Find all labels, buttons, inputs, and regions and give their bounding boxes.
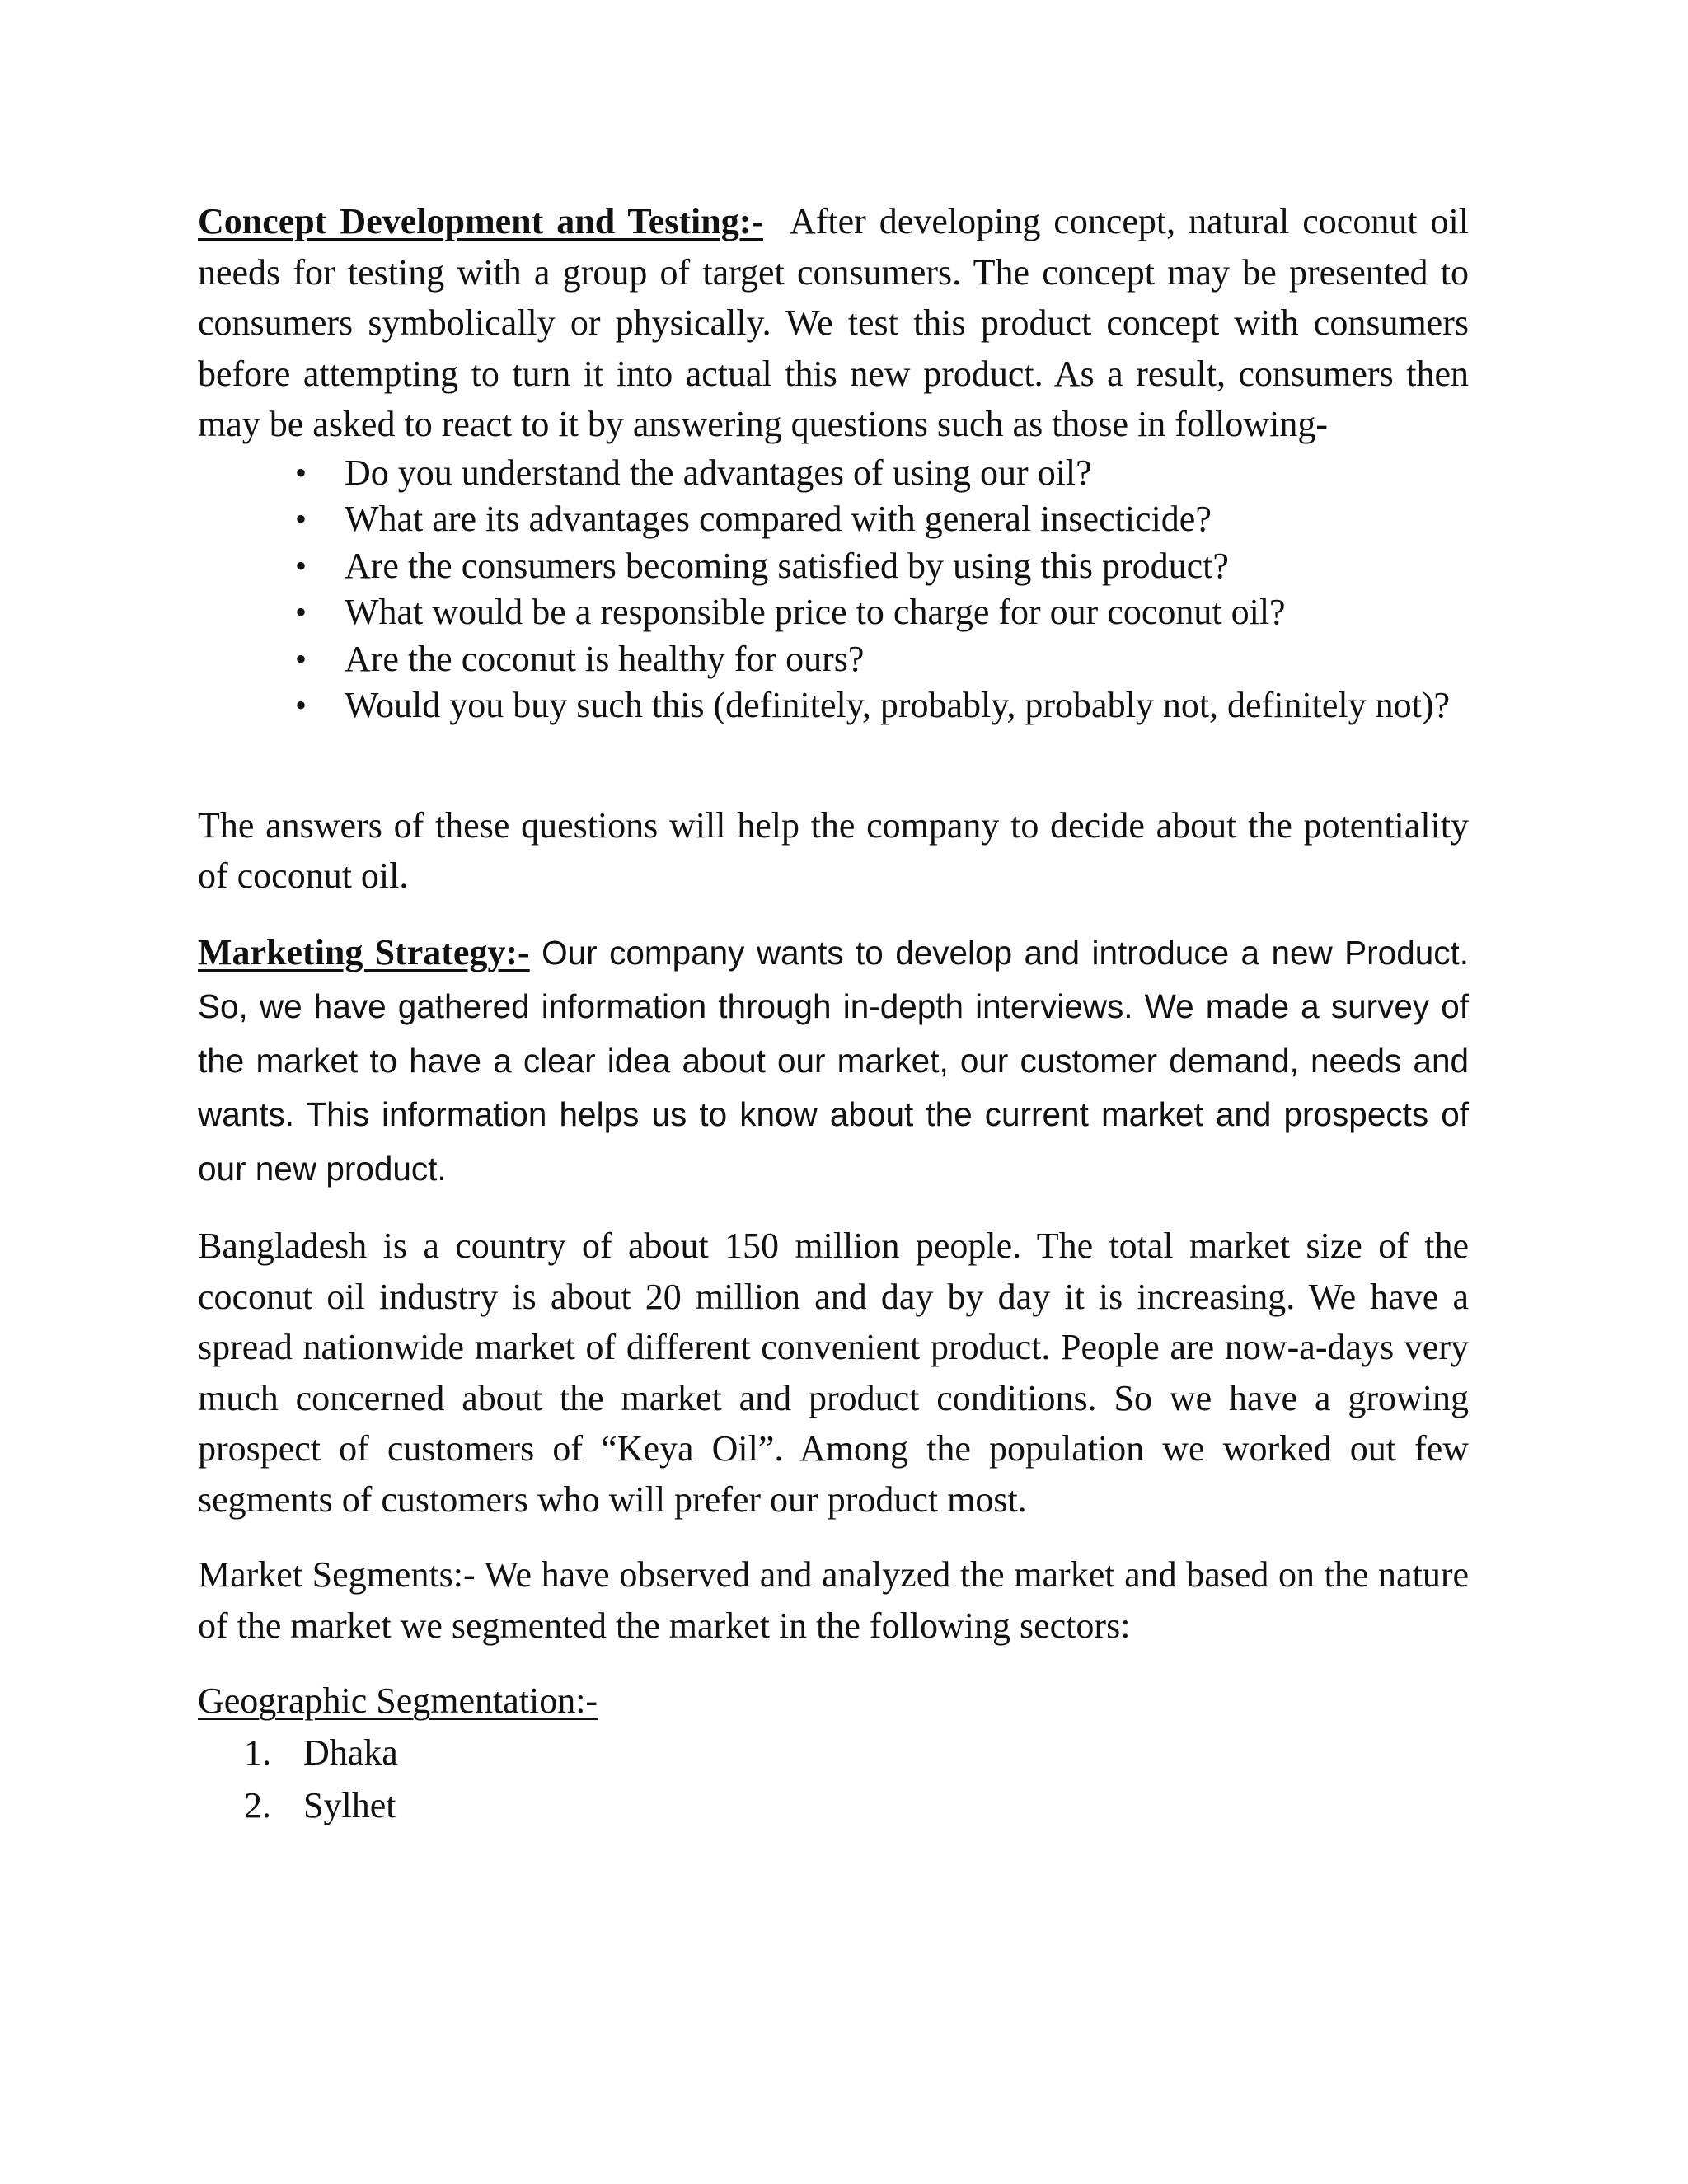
- list-number: 2.: [244, 1784, 271, 1825]
- question-text: What would be a responsible price to charge for our coconut oil?: [345, 592, 1286, 632]
- question-text: Would you buy such this (definitely, probably, probably not, definitely not)?: [345, 685, 1451, 725]
- concept-paragraph: [198, 196, 1469, 450]
- question-text: Are the coconut is healthy for ours?: [345, 638, 865, 679]
- list-item: [198, 636, 1469, 683]
- page-content: [198, 196, 1469, 1832]
- list-item: [198, 1727, 1469, 1779]
- list-item: [198, 1779, 1469, 1832]
- list-item: [198, 682, 1469, 729]
- list-item: [198, 450, 1469, 497]
- list-item: [198, 543, 1469, 590]
- list-item: [198, 589, 1469, 636]
- bullet-icon: •: [295, 640, 307, 677]
- region-label: Dhaka: [303, 1732, 398, 1773]
- bullet-icon: •: [295, 453, 307, 491]
- list-item: [198, 496, 1469, 543]
- marketing-strategy-paragraph: [198, 926, 1469, 1197]
- question-text: Do you understand the advantages of using our oil?: [345, 452, 1092, 493]
- marketing-strategy-body: Our company wants to develop and introduce a new Product. So, we have gathered information through in-depth interviews. We made a survey of the market to have a clear idea about our market, our customer demand, needs and wants. This information helps us to know about the current market and prospects of our new product.: [198, 933, 1469, 1188]
- concept-heading: Concept Development and Testing:-: [198, 201, 763, 241]
- answers-paragraph: The answers of these questions will help the company to decide about the potentiality of coconut oil.: [198, 804, 1469, 896]
- list-number: 1.: [244, 1732, 271, 1773]
- region-label: Sylhet: [303, 1784, 396, 1825]
- geographic-segmentation-heading: [198, 1675, 1469, 1727]
- question-text: What are its advantages compared with general insecticide?: [345, 499, 1212, 539]
- bullet-icon: •: [295, 687, 307, 724]
- bullet-icon: •: [295, 593, 307, 630]
- concept-body: After developing concept, natural coconut oil needs for testing with a group of target consumers. The concept may be presented to consumers symbolically or physically. We test this product concept with consumers before attempting to turn it into actual this new product. As a result, consumers then may be asked to react to it by answering questions such as those in following-: [198, 201, 1469, 444]
- marketing-strategy-heading: Marketing Strategy:-: [198, 931, 530, 972]
- geographic-heading-text: Geographic Segmentation:-: [198, 1680, 598, 1721]
- question-list: [198, 450, 1469, 729]
- geographic-list: [198, 1727, 1469, 1832]
- bullet-icon: •: [295, 500, 307, 537]
- question-text: Are the consumers becoming satisfied by using this product?: [345, 545, 1229, 586]
- market-segments-paragraph: Market Segments:- We have observed and analyzed the market and based on the nature of the market we segmented the market in the following sectors:: [198, 1554, 1469, 1646]
- bullet-icon: •: [295, 546, 307, 584]
- bangladesh-paragraph: Bangladesh is a country of about 150 million people. The total market size of the coconut oil industry is about 20 million and day by day it is increasing. We have a spread nationwide market of different convenient product. People are now-a-days very much concerned about the market and product conditions. So we have a growing prospect of customers of “Keya Oil”. Among the population we worked out few segments of customers who will prefer our product most.: [198, 1226, 1469, 1520]
